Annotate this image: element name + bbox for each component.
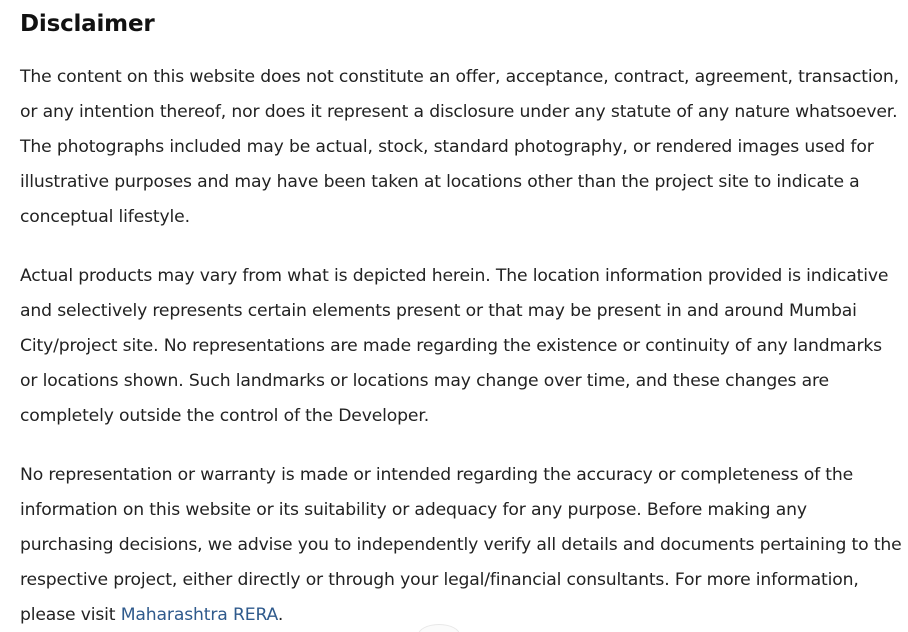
maharashtra-rera-link[interactable]: Maharashtra RERA <box>120 605 278 625</box>
disclaimer-paragraph-3-text: No representation or warranty is made or intended regarding the accuracy or completeness of the information on this website or its suitability or adequacy for any purpose. Before making any purchasing decisions, we advise you to independently verify all details and documents pertaining to the respective project, either directly or through your legal/financial consultants. For more information, please visit <box>20 465 902 625</box>
disclaimer-title: Disclaimer <box>20 11 155 37</box>
disclaimer-paragraph-3 <box>20 458 904 632</box>
disclaimer-paragraph-2: Actual products may vary from what is depicted herein. The location information provided is indicative and selectively represents certain elements present or that may be present in and around Mumbai City/project site. No representations are made regarding the existence or continuity of any landmarks or locations shown. Such landmarks or locations may change over time, and these changes are completely outside the control of the Developer. <box>20 266 889 426</box>
disclaimer-paragraph-1: The content on this website does not constitute an offer, acceptance, contract, agreement, transaction, or any intention thereof, nor does it represent a disclosure under any statute of any nature whatsoever. The photographs included may be actual, stock, standard photography, or rendered images used for illustrative purposes and may have been taken at locations other than the project site to indicate a conceptual lifestyle. <box>20 67 899 227</box>
disclaimer-paragraph-3-end: . <box>277 605 284 625</box>
